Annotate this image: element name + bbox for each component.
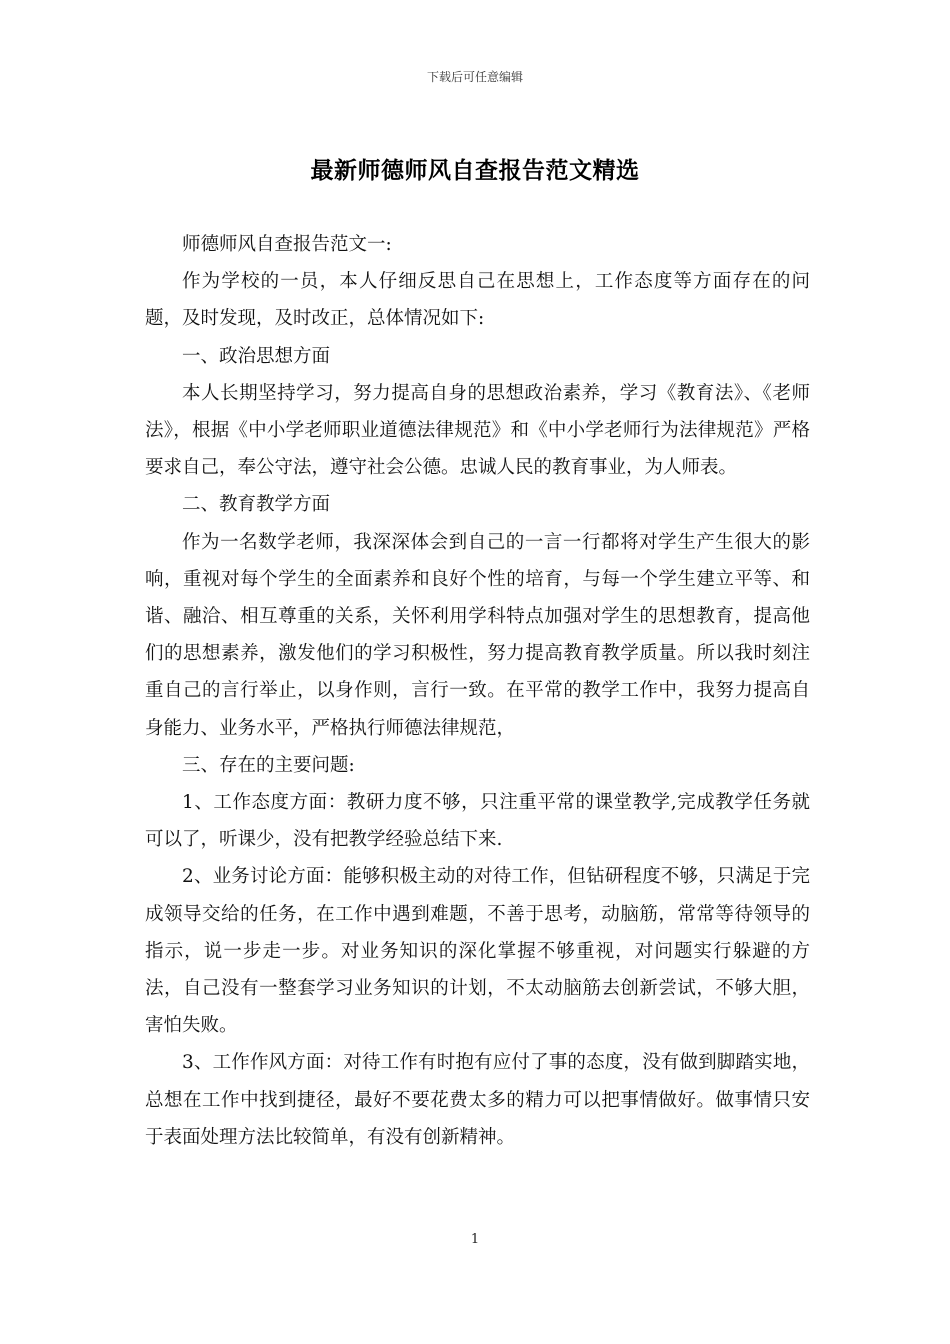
paragraph-intro-heading: 师德师风自查报告范文一: <box>182 234 392 255</box>
document-title: 最新师德师风自查报告范文精选 <box>310 157 640 184</box>
paragraph-problem-research: 2、业务讨论方面：能够积极主动的对待工作，但钻研程度不够，只满足于完成领导交给的任务，在工作中遇到难题，不善于思考，动脑筋，常常等待领导的指示，说一步走一步。对业务知识的深化掌握不够重视，对问题实行躲避的方法，自己没有一整套学习业务知识的计划，不太动脑筋去创新尝试，不够大胆，害怕失败。 <box>145 866 810 1037</box>
header-note: 下载后可任意编辑 <box>426 70 523 84</box>
paragraph-teaching: 作为一名数学老师，我深深体会到自己的一言一行都将对学生产生很大的影响，重视对每个学生的全面素养和良好个性的培育，与每一个学生建立平等、和谐、融洽、相互尊重的关系，关怀利用学科特点加强对学生的思想教育，提高他们的思想素养，激发他们的学习积极性，努力提高教育教学质量。所以我时刻注重自己的言行举止，以身作则，言行一致。在平常的教学工作中，我努力提高自身能力、业务水平，严格执行师德法律规范， <box>145 531 810 739</box>
document-body <box>145 226 810 1156</box>
paragraph-overview: 作为学校的一员，本人仔细反思自己在思想上，工作态度等方面存在的问题，及时发现，及时改正，总体情况如下: <box>145 271 810 330</box>
paragraph-problem-attitude: 1、工作态度方面：教研力度不够，只注重平常的课堂教学,完成教学任务就可以了，听课少，没有把教学经验总结下来. <box>145 792 810 851</box>
page-number: 1 <box>470 1232 480 1247</box>
paragraph-problem-style: 3、工作作风方面：对待工作有时抱有应付了事的态度，没有做到脚踏实地，总想在工作中找到捷径，最好不要花费太多的精力可以把事情做好。做事情只安于表面处理方法比较简单，有没有创新精神。 <box>145 1052 810 1148</box>
section-heading-political: 一、政治思想方面 <box>182 345 331 367</box>
section-heading-teaching: 二、教育教学方面 <box>182 494 331 516</box>
paragraph-political: 本人长期坚持学习，努力提高自身的思想政治素养，学习《教育法》、《老师法》，根据《中小学老师职业道德法律规范》和《中小学老师行为法律规范》严格要求自己，奉公守法，遵守社会公德。忠诚人民的教育事业，为人师表。 <box>145 382 810 479</box>
section-heading-problems: 三、存在的主要问题: <box>182 754 355 776</box>
